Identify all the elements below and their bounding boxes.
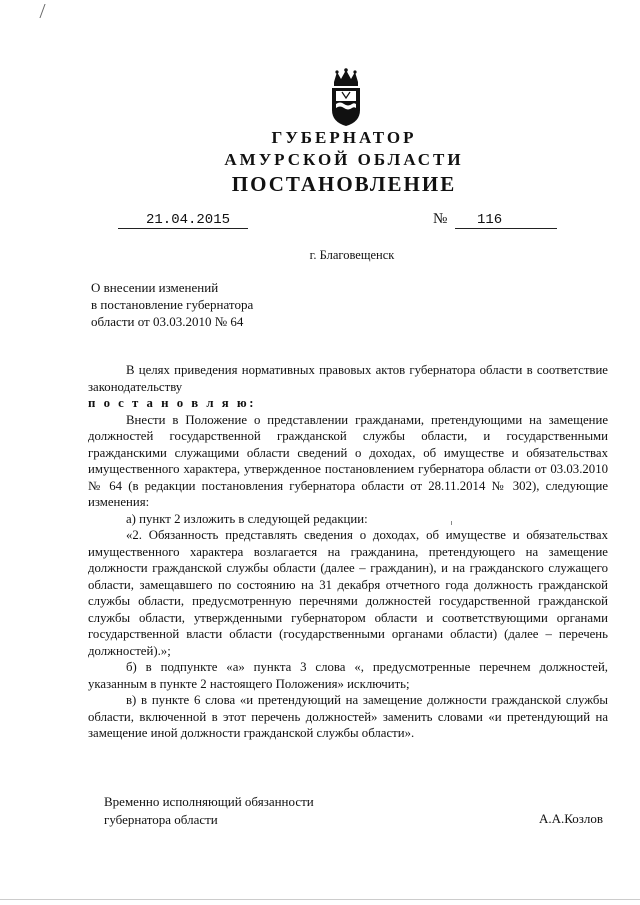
document-number: 116 [455, 212, 557, 229]
header-doc-type: ПОСТАНОВЛЕНИЕ [231, 172, 457, 196]
signature-position-line: Временно исполняющий обязанности [104, 794, 314, 809]
document-body [88, 362, 608, 742]
number-sign: № [433, 211, 448, 227]
subject-line: области от 03.03.2010 № 64 [91, 314, 244, 329]
coat-of-arms-icon [328, 68, 364, 128]
document-subject [91, 279, 253, 330]
signature-position-line: губернатора области [104, 812, 218, 827]
body-paragraph-5: в) в пункте 6 слова «и претендующий на замещение должности гражданской службы области, включенной в этот перечень должностей» заменить словами «и претендующий на замещение иной должности гражданской службы области». [88, 693, 608, 740]
scan-edge [0, 899, 640, 900]
scan-mark [39, 4, 51, 18]
signature-name: А.А.Козлов [539, 811, 604, 826]
document-city: г. Благовещенск [309, 248, 395, 262]
body-paragraph-4: б) в подпункте «а» пункта 3 слова «, предусмотренные перечнем должностей, указанным в пункте 2 настоящего Положения» исключить; [88, 660, 608, 691]
document-date: 21.04.2015 [118, 212, 248, 229]
scan-speck [451, 521, 452, 525]
body-paragraph-2: а) пункт 2 изложить в следующей редакции: [126, 511, 368, 526]
body-paragraph-3: «2. Обязанность представлять сведения о доходах, об имуществе и обязательствах имущественного характера возлагается на гражданина, претендующего на замещение должности гражданской службы области (далее – гражданин), и на гражданского служащего области, замещавшего по состоянию на 31 декабря отчетного года должность гражданской службы области, предусмотренную перечнями должностей государственной гражданской службы области, утвержденными губернатором области и соответствующими органами государственной власти области (государственными органами области) (далее – перечень должностей).»; [88, 528, 608, 658]
intro-paragraph: В целях приведения нормативных правовых актов губернатора области в соответствие законодательству [88, 363, 608, 394]
body-paragraph-1: Внести в Положение о представлении гражданами, претендующими на замещение должностей государственной гражданской службы области, и государственными гражданскими служащими области сведений о доходах, об имуществе и обязательствах имущественного характера, утвержденное постановлением губернатора области от 03.03.2010 № 64 (в редакции постановления губернатора области от 28.11.2014 № 302), следующие изменения: [88, 412, 608, 509]
subject-line: О внесении изменений [91, 280, 219, 295]
signature-position [104, 793, 314, 829]
header-region: АМУРСКОЙ ОБЛАСТИ [224, 150, 464, 169]
subject-line: в постановление губернатора [91, 297, 254, 312]
resolve-word: п о с т а н о в л я ю: [88, 396, 256, 410]
header-governor: ГУБЕРНАТОР [271, 128, 417, 147]
